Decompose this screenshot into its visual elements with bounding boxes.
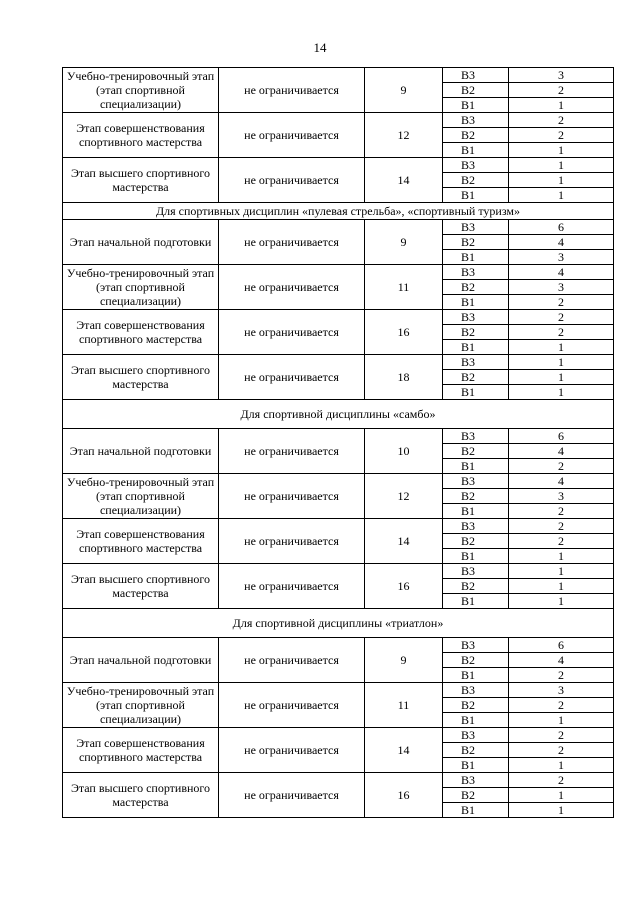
level-label: В3: [443, 519, 509, 534]
level-count: 4: [509, 235, 614, 250]
stage-name: Этап высшего спортивного мастерства: [63, 158, 219, 203]
level-count: 1: [509, 713, 614, 728]
stage-name: Этап высшего спортивного мастерства: [63, 773, 219, 818]
stage-name: Этап совершенствования спортивного мастерства: [63, 113, 219, 158]
level-label: В3: [443, 728, 509, 743]
min-age: 14: [365, 158, 443, 203]
level-count: 2: [509, 459, 614, 474]
stage-name: Учебно-тренировочный этап (этап спортивной специализации): [63, 265, 219, 310]
max-age: не ограничивается: [219, 68, 365, 113]
level-count: 1: [509, 594, 614, 609]
level-label: В2: [443, 235, 509, 250]
level-count: 2: [509, 83, 614, 98]
stage-name: Этап совершенствования спортивного мастерства: [63, 310, 219, 355]
level-count: 3: [509, 280, 614, 295]
max-age: не ограничивается: [219, 519, 365, 564]
level-label: В1: [443, 758, 509, 773]
level-count: 4: [509, 444, 614, 459]
table-row: [63, 310, 614, 325]
table-row: [63, 773, 614, 788]
level-label: В1: [443, 459, 509, 474]
table-row: [63, 683, 614, 698]
level-count: 1: [509, 370, 614, 385]
level-label: В2: [443, 534, 509, 549]
level-count: 1: [509, 340, 614, 355]
max-age: не ограничивается: [219, 265, 365, 310]
min-age: 11: [365, 683, 443, 728]
max-age: не ограничивается: [219, 638, 365, 683]
table-row: [63, 429, 614, 444]
max-age: не ограничивается: [219, 429, 365, 474]
level-label: В1: [443, 188, 509, 203]
level-label: В1: [443, 594, 509, 609]
level-count: 3: [509, 683, 614, 698]
min-age: 16: [365, 310, 443, 355]
level-label: В1: [443, 803, 509, 818]
level-label: В3: [443, 220, 509, 235]
level-label: В3: [443, 310, 509, 325]
level-count: 1: [509, 788, 614, 803]
level-count: 1: [509, 188, 614, 203]
level-label: В2: [443, 444, 509, 459]
max-age: не ограничивается: [219, 683, 365, 728]
min-age: 16: [365, 773, 443, 818]
level-count: 6: [509, 638, 614, 653]
min-age: 12: [365, 474, 443, 519]
level-label: В1: [443, 143, 509, 158]
level-label: В3: [443, 158, 509, 173]
level-count: 6: [509, 429, 614, 444]
level-count: 2: [509, 113, 614, 128]
min-age: 12: [365, 113, 443, 158]
min-age: 16: [365, 564, 443, 609]
level-count: 1: [509, 98, 614, 113]
table-row: [63, 220, 614, 235]
level-label: В2: [443, 370, 509, 385]
table-row: [63, 474, 614, 489]
min-age: 10: [365, 429, 443, 474]
level-label: В3: [443, 773, 509, 788]
section-header-row: [63, 609, 614, 638]
level-count: 2: [509, 743, 614, 758]
stage-name: Этап начальной подготовки: [63, 220, 219, 265]
min-age: 9: [365, 220, 443, 265]
stage-name: Этап начальной подготовки: [63, 429, 219, 474]
level-label: В2: [443, 698, 509, 713]
level-label: В3: [443, 474, 509, 489]
level-count: 2: [509, 728, 614, 743]
level-count: 1: [509, 385, 614, 400]
level-count: 4: [509, 474, 614, 489]
table-row: [63, 113, 614, 128]
level-count: 1: [509, 158, 614, 173]
stage-name: Учебно-тренировочный этап (этап спортивной специализации): [63, 683, 219, 728]
level-count: 2: [509, 310, 614, 325]
level-count: 1: [509, 549, 614, 564]
level-label: В3: [443, 355, 509, 370]
table-row: [63, 728, 614, 743]
level-label: В1: [443, 713, 509, 728]
level-count: 2: [509, 773, 614, 788]
level-label: В2: [443, 83, 509, 98]
level-count: 2: [509, 668, 614, 683]
max-age: не ограничивается: [219, 728, 365, 773]
level-label: В3: [443, 265, 509, 280]
min-age: 18: [365, 355, 443, 400]
level-label: В1: [443, 385, 509, 400]
level-label: В3: [443, 638, 509, 653]
level-label: В3: [443, 113, 509, 128]
level-count: 2: [509, 325, 614, 340]
min-age: 11: [365, 265, 443, 310]
table-row: [63, 68, 614, 83]
level-count: 1: [509, 758, 614, 773]
stage-name: Учебно-тренировочный этап (этап спортивной специализации): [63, 68, 219, 113]
page-number: 14: [313, 40, 327, 55]
min-age: 9: [365, 638, 443, 683]
section-header: Для спортивных дисциплин «пулевая стрельба», «спортивный туризм»: [63, 203, 614, 220]
level-label: В2: [443, 325, 509, 340]
level-label: В2: [443, 128, 509, 143]
level-count: 2: [509, 519, 614, 534]
level-count: 2: [509, 698, 614, 713]
section-header-row: [63, 400, 614, 429]
level-count: 1: [509, 143, 614, 158]
level-count: 2: [509, 295, 614, 310]
max-age: не ограничивается: [219, 310, 365, 355]
min-age: 14: [365, 519, 443, 564]
max-age: не ограничивается: [219, 773, 365, 818]
level-count: 1: [509, 355, 614, 370]
level-label: В2: [443, 788, 509, 803]
max-age: не ограничивается: [219, 220, 365, 265]
max-age: не ограничивается: [219, 564, 365, 609]
level-label: В1: [443, 250, 509, 265]
min-age: 9: [365, 68, 443, 113]
level-count: 3: [509, 489, 614, 504]
level-label: В1: [443, 504, 509, 519]
table-row: [63, 638, 614, 653]
table-row: [63, 564, 614, 579]
level-count: 6: [509, 220, 614, 235]
stage-name: Этап совершенствования спортивного мастерства: [63, 728, 219, 773]
max-age: не ограничивается: [219, 113, 365, 158]
stage-name: Этап высшего спортивного мастерства: [63, 355, 219, 400]
table-row: [63, 519, 614, 534]
section-header: Для спортивной дисциплины «самбо»: [63, 400, 614, 429]
level-label: В1: [443, 549, 509, 564]
level-count: 1: [509, 803, 614, 818]
table-row: [63, 355, 614, 370]
level-label: В2: [443, 579, 509, 594]
level-label: В2: [443, 743, 509, 758]
requirements-table: [62, 67, 614, 818]
max-age: не ограничивается: [219, 474, 365, 519]
stage-name: Этап начальной подготовки: [63, 638, 219, 683]
level-label: В2: [443, 280, 509, 295]
table-row: [63, 158, 614, 173]
stage-name: Учебно-тренировочный этап (этап спортивной специализации): [63, 474, 219, 519]
max-age: не ограничивается: [219, 158, 365, 203]
level-count: 4: [509, 265, 614, 280]
min-age: 14: [365, 728, 443, 773]
level-count: 2: [509, 504, 614, 519]
section-header-row: [63, 203, 614, 220]
stage-name: Этап высшего спортивного мастерства: [63, 564, 219, 609]
level-count: 1: [509, 173, 614, 188]
level-count: 1: [509, 564, 614, 579]
table-row: [63, 265, 614, 280]
level-count: 2: [509, 534, 614, 549]
level-label: В2: [443, 489, 509, 504]
level-label: В1: [443, 340, 509, 355]
level-count: 3: [509, 68, 614, 83]
stage-name: Этап совершенствования спортивного мастерства: [63, 519, 219, 564]
level-count: 3: [509, 250, 614, 265]
level-count: 4: [509, 653, 614, 668]
level-count: 2: [509, 128, 614, 143]
level-label: В2: [443, 653, 509, 668]
level-label: В3: [443, 683, 509, 698]
level-label: В3: [443, 429, 509, 444]
level-label: В3: [443, 564, 509, 579]
max-age: не ограничивается: [219, 355, 365, 400]
level-label: В3: [443, 68, 509, 83]
level-label: В2: [443, 173, 509, 188]
level-label: В1: [443, 295, 509, 310]
section-header: Для спортивной дисциплины «триатлон»: [63, 609, 614, 638]
level-label: В1: [443, 668, 509, 683]
level-count: 1: [509, 579, 614, 594]
level-label: В1: [443, 98, 509, 113]
